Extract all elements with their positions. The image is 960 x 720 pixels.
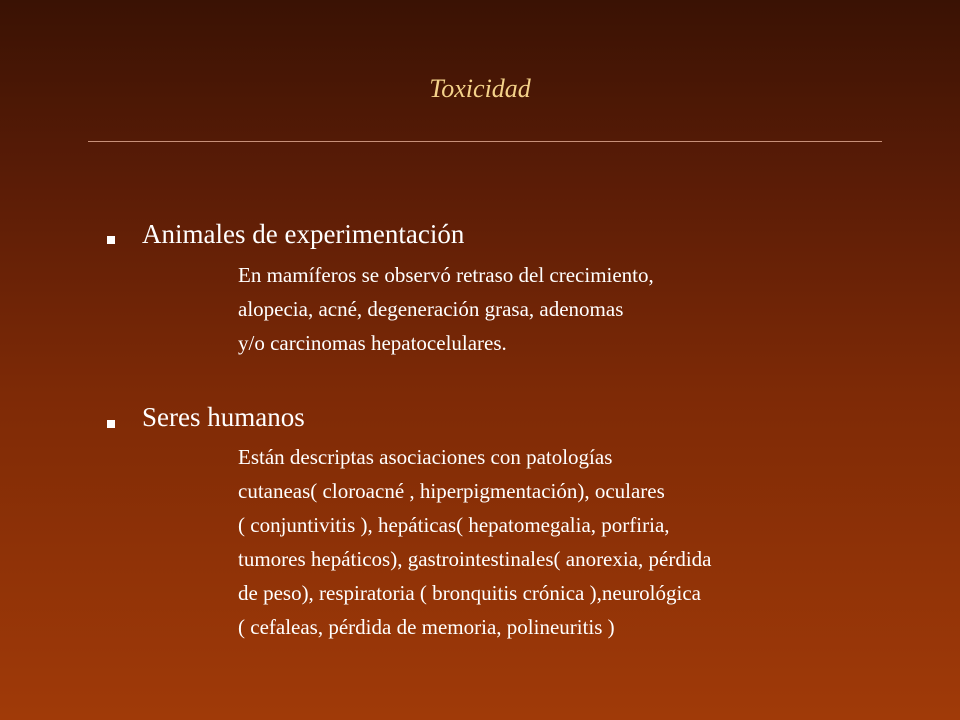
- section-body-humans: [238, 440, 712, 644]
- body-line: ( cefaleas, pérdida de memoria, polineuritis ): [238, 615, 615, 639]
- body-line: En mamíferos se observó retraso del crecimiento,: [238, 263, 654, 287]
- section-heading-humans: Seres humanos: [142, 402, 305, 432]
- body-line: de peso), respiratoria ( bronquitis crónica ),neurológica: [238, 581, 701, 605]
- body-line: y/o carcinomas hepatocelulares.: [238, 331, 507, 355]
- body-line: Están descriptas asociaciones con patologías: [238, 445, 613, 469]
- slide-title: Toxicidad: [429, 74, 531, 103]
- section-body-animals: [238, 258, 654, 360]
- body-line: tumores hepáticos), gastrointestinales( anorexia, pérdida: [238, 547, 712, 571]
- section-heading-animals: Animales de experimentación: [142, 219, 465, 249]
- body-line: alopecia, acné, degeneración grasa, adenomas: [238, 297, 624, 321]
- body-line: ( conjuntivitis ), hepáticas( hepatomegalia, porfiria,: [238, 513, 670, 537]
- body-line: cutaneas( cloroacné , hiperpigmentación), oculares: [238, 479, 665, 503]
- title-divider: [88, 141, 882, 142]
- bullet-icon: [107, 420, 115, 428]
- bullet-icon: [107, 236, 115, 244]
